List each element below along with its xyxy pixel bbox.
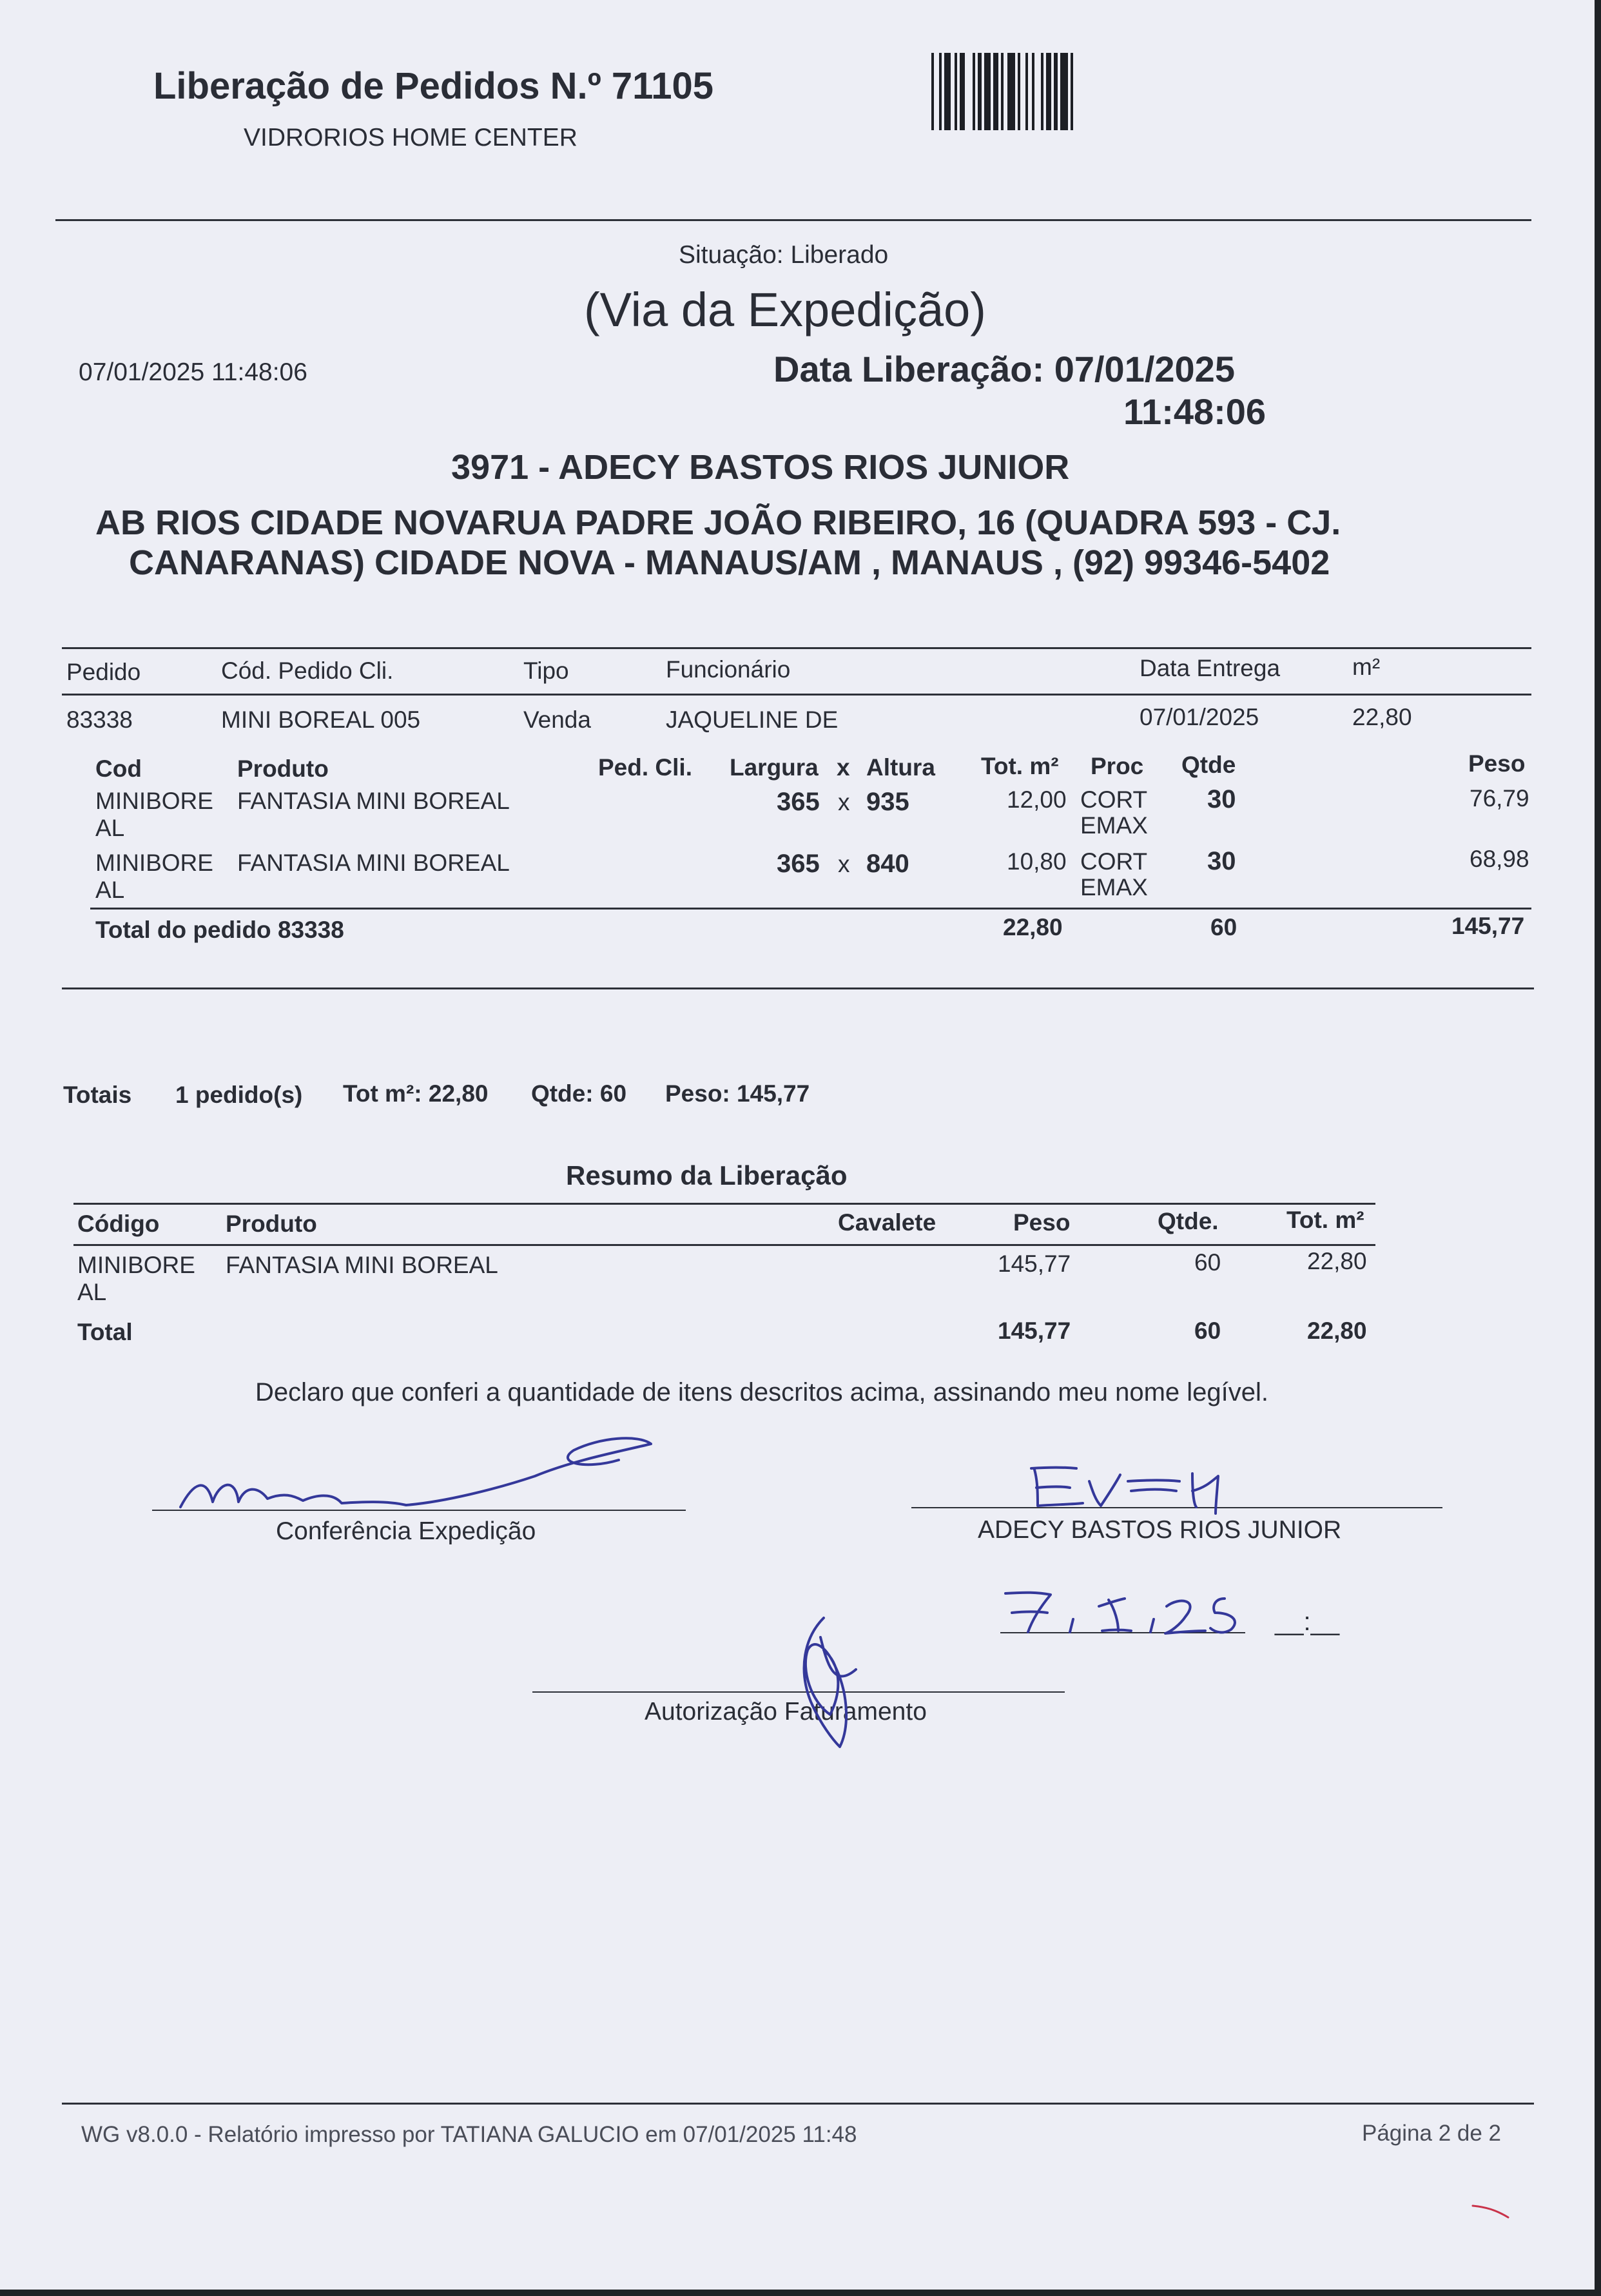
order-cod-cli-value: MINI BOREAL 005 <box>221 706 421 733</box>
company-name: VIDRORIOS HOME CENTER <box>244 124 577 151</box>
order-tipo-value: Venda <box>523 706 591 733</box>
items-col-x: x <box>837 754 850 781</box>
summary-header-rule <box>73 1244 1375 1246</box>
printed-at: 07/01/2025 11:48:06 <box>79 358 307 386</box>
barcode-bar <box>1060 53 1068 130</box>
col-tipo: Tipo <box>523 657 569 684</box>
item-produto: FANTASIA MINI BOREAL <box>237 788 510 814</box>
col-cod-pedido-cli: Cód. Pedido Cli. <box>221 657 394 684</box>
document-title: Liberação de Pedidos N.º 71105 <box>153 65 714 107</box>
summary-produto: FANTASIA MINI BOREAL <box>226 1252 498 1278</box>
handwritten-signature-customer <box>1018 1455 1250 1520</box>
items-total-rule <box>90 908 1531 910</box>
item-altura: 935 <box>866 788 909 816</box>
item-tot-m2: 10,80 <box>1007 848 1067 875</box>
item-largura: 365 <box>777 850 820 878</box>
item-proc: CORT <box>1080 786 1148 813</box>
order-funcionario-value: JAQUELINE DE <box>666 706 839 733</box>
item-cod-cont: AL <box>95 815 125 841</box>
barcode-bar <box>1007 53 1015 130</box>
item-proc: CORT <box>1080 848 1148 875</box>
item-peso: 68,98 <box>1470 846 1529 872</box>
item-qtde: 30 <box>1207 847 1236 875</box>
col-pedido: Pedido <box>66 659 141 685</box>
totals-pedidos: 1 pedido(s) <box>175 1082 303 1108</box>
summary-title: Resumo da Liberação <box>566 1160 848 1191</box>
order-total-peso: 145,77 <box>1451 913 1525 939</box>
summary-col-tot-m2: Tot. m² <box>1286 1207 1364 1233</box>
summary-qtde: 60 <box>1194 1249 1221 1276</box>
summary-tot-m2: 22,80 <box>1307 1248 1367 1274</box>
summary-top-rule <box>73 1203 1375 1205</box>
items-col-peso: Peso <box>1468 750 1526 777</box>
release-date: Data Liberação: 07/01/2025 <box>773 349 1235 389</box>
declaration-text: Declaro que conferi a quantidade de itens descritos acima, assinando meu nome legível. <box>255 1378 1269 1406</box>
items-col-tot-m2: Tot. m² <box>981 753 1059 779</box>
item-cod: MINIBORE <box>95 850 213 876</box>
signature-label-customer: ADECY BASTOS RIOS JUNIOR <box>978 1516 1342 1544</box>
barcode-bar <box>960 53 965 130</box>
header-divider <box>55 219 1531 221</box>
items-col-cod: Cod <box>95 755 142 782</box>
item-qtde: 30 <box>1207 785 1236 813</box>
customer-address-line1: AB RIOS CIDADE NOVARUA PADRE JOÃO RIBEIRO, 16 (QUADRA 593 - CJ. <box>95 503 1341 542</box>
col-funcionario: Funcionário <box>666 656 791 683</box>
item-cod: MINIBORE <box>95 788 213 814</box>
summary-col-peso: Peso <box>1013 1209 1071 1236</box>
items-col-proc: Proc <box>1091 753 1144 779</box>
barcode <box>931 53 1189 130</box>
handwritten-date <box>993 1581 1263 1639</box>
order-pedido-value: 83338 <box>66 706 133 733</box>
time-blank: __:__ <box>1275 1608 1340 1636</box>
customer-name: 3971 - ADECY BASTOS RIOS JUNIOR <box>451 448 1070 487</box>
footer-rule <box>62 2103 1534 2105</box>
summary-total-peso: 145,77 <box>998 1318 1071 1344</box>
item-x: x <box>838 789 850 815</box>
summary-col-codigo: Código <box>77 1211 160 1237</box>
item-proc-cont: EMAX <box>1080 874 1148 900</box>
item-largura: 365 <box>777 788 820 816</box>
totals-peso: Peso: 145,77 <box>665 1080 810 1107</box>
totals-m2: Tot m²: 22,80 <box>343 1080 489 1107</box>
summary-peso: 145,77 <box>998 1250 1071 1277</box>
item-proc-cont: EMAX <box>1080 812 1148 839</box>
signature-label-autorizacao: Autorização Faturamento <box>645 1698 927 1726</box>
order-total-qtde: 60 <box>1210 914 1237 940</box>
col-m2: m² <box>1352 654 1381 680</box>
totals-label: Totais <box>63 1082 132 1108</box>
order-table-header-rule <box>62 694 1531 696</box>
items-col-altura: Altura <box>866 754 935 781</box>
summary-codigo: MINIBORE <box>77 1252 195 1278</box>
barcode-bar <box>965 53 973 130</box>
order-total-m2: 22,80 <box>1003 914 1063 940</box>
item-produto: FANTASIA MINI BOREAL <box>237 850 510 876</box>
barcode-bar <box>984 53 991 130</box>
item-cod-cont: AL <box>95 877 125 903</box>
via-label: (Via da Expedição) <box>584 283 986 336</box>
items-col-produto: Produto <box>237 755 329 782</box>
barcode-bar <box>1046 53 1051 130</box>
handwritten-signature-conferencia <box>174 1431 664 1521</box>
item-peso: 76,79 <box>1470 785 1529 812</box>
summary-total-label: Total <box>77 1319 133 1345</box>
items-col-qtde: Qtde <box>1181 752 1236 778</box>
customer-address-line2: CANARANAS) CIDADE NOVA - MANAUS/AM , MANAUS , (92) 99346-5402 <box>129 543 1330 582</box>
order-data-entrega-value: 07/01/2025 <box>1140 704 1259 730</box>
barcode-bar <box>993 53 998 130</box>
footer-left: WG v8.0.0 - Relatório impresso por TATIANA GALUCIO em 07/01/2025 11:48 <box>81 2122 857 2147</box>
item-altura: 840 <box>866 850 909 878</box>
summary-col-qtde: Qtde. <box>1158 1208 1219 1234</box>
order-total-label: Total do pedido 83338 <box>95 917 344 943</box>
release-time: 11:48:06 <box>1123 391 1266 432</box>
summary-total-qtde: 60 <box>1194 1318 1221 1344</box>
col-data-entrega: Data Entrega <box>1140 655 1281 681</box>
summary-codigo-cont: AL <box>77 1279 107 1305</box>
totals-qtde: Qtde: 60 <box>531 1080 627 1107</box>
barcode-bar <box>1071 53 1073 130</box>
handwritten-signature-autorizacao <box>785 1611 862 1753</box>
signature-label-conferencia: Conferência Expedição <box>276 1517 536 1545</box>
summary-total-m2: 22,80 <box>1307 1318 1367 1344</box>
items-col-largura: Largura <box>730 754 819 781</box>
page-number: Página 2 de 2 <box>1362 2121 1502 2146</box>
items-bottom-rule <box>62 987 1534 989</box>
order-m2-value: 22,80 <box>1352 704 1412 730</box>
summary-col-produto: Produto <box>226 1211 317 1237</box>
barcode-bar <box>944 53 951 130</box>
item-tot-m2: 12,00 <box>1007 786 1067 813</box>
order-table-top-rule <box>62 647 1531 649</box>
items-col-ped-cli: Ped. Cli. <box>598 754 692 781</box>
barcode-bar <box>1020 53 1025 130</box>
summary-col-cavalete: Cavalete <box>838 1209 936 1236</box>
barcode-bar <box>934 53 939 130</box>
item-x: x <box>838 851 850 877</box>
red-pen-mark <box>1470 2201 1521 2226</box>
barcode-bar <box>1034 53 1041 130</box>
situation-label: Situação: Liberado <box>679 241 889 269</box>
